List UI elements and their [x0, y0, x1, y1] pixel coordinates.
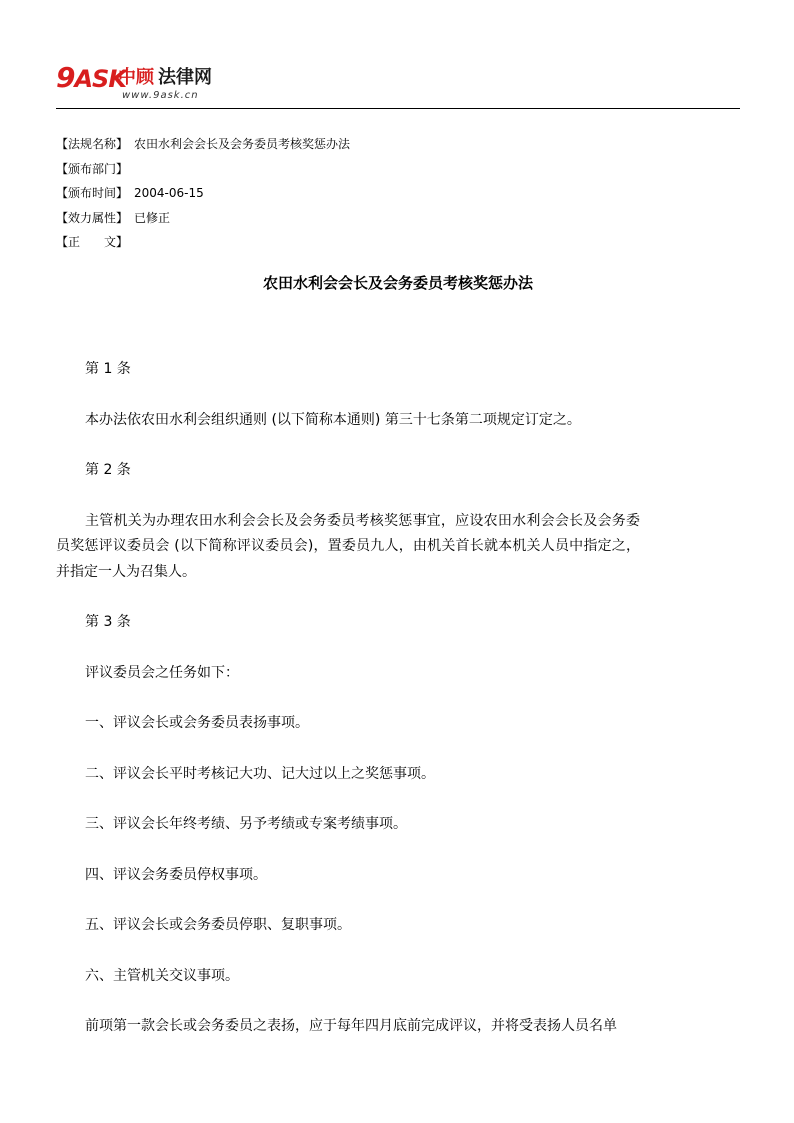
- logo-mark: [56, 61, 126, 94]
- paragraph: 评议委员会之任务如下：: [85, 664, 239, 681]
- site-logo[interactable]: [56, 61, 236, 104]
- meta-row-body: [56, 230, 740, 255]
- article-heading: 第 3 条: [85, 614, 131, 630]
- meta-row-department: [56, 157, 740, 182]
- header-divider: [56, 108, 740, 109]
- meta-label: 【法规名称】: [56, 137, 129, 151]
- logo-chinese-name: [118, 66, 212, 90]
- logo-cn-part-2: 法律网: [158, 67, 212, 88]
- logo-mark-ask: ASK: [74, 65, 126, 93]
- logo-cn-part-1: 中顾: [118, 67, 154, 88]
- list-item: 六、主管机关交议事项。: [85, 967, 239, 984]
- article-heading: 第 1 条: [85, 361, 131, 377]
- meta-label: 【颁布部门】: [56, 161, 129, 176]
- meta-value: 农田水利会会长及会务委员考核奖惩办法: [134, 137, 351, 151]
- meta-row-status: [56, 206, 740, 231]
- list-item: 三、评议会长年终考绩、另予考绩或专案考绩事项。: [85, 816, 407, 832]
- meta-row-name: [56, 132, 740, 157]
- meta-value: 2004-06-15: [134, 186, 204, 200]
- document-body: [56, 357, 640, 1065]
- paragraph: 本办法依农田水利会组织通则 (以下简称本通则) 第三十七条第二项规定订定之。: [85, 411, 581, 428]
- article-heading: 第 2 条: [85, 462, 131, 478]
- list-item: 二、评议会长平时考核记大功、记大过以上之奖惩事项。: [85, 765, 435, 782]
- meta-row-date: [56, 181, 740, 206]
- meta-label: 【正 文】: [56, 235, 129, 249]
- list-item: 一、评议会长或会务委员表扬事项。: [85, 715, 309, 731]
- meta-label: 【效力属性】: [56, 210, 129, 225]
- document-title: 农田水利会会长及会务委员考核奖惩办法: [262, 274, 533, 292]
- list-item: 四、评议会务委员停权事项。: [85, 866, 267, 883]
- metadata-block: [56, 132, 740, 255]
- logo-url: www.9ask.cn: [122, 90, 199, 101]
- logo-mark-nine: 9: [56, 61, 75, 94]
- list-item: 五、评议会长或会务委员停职、复职事项。: [85, 917, 351, 933]
- meta-label: 【颁布时间】: [56, 186, 129, 200]
- meta-value: 已修正: [134, 210, 171, 225]
- paragraph: 主管机关为办理农田水利会会长及会务委员考核奖惩事宜，应设农田水利会会长及会务委员奖惩评议委员会 (以下简称评议委员会)，置委员九人，由机关首长就本机关人员中指定之，并指定一人为召集人。: [56, 512, 640, 580]
- paragraph: 前项第一款会长或会务委员之表扬，应于每年四月底前完成评议，并将受表扬人员名单: [85, 1018, 617, 1034]
